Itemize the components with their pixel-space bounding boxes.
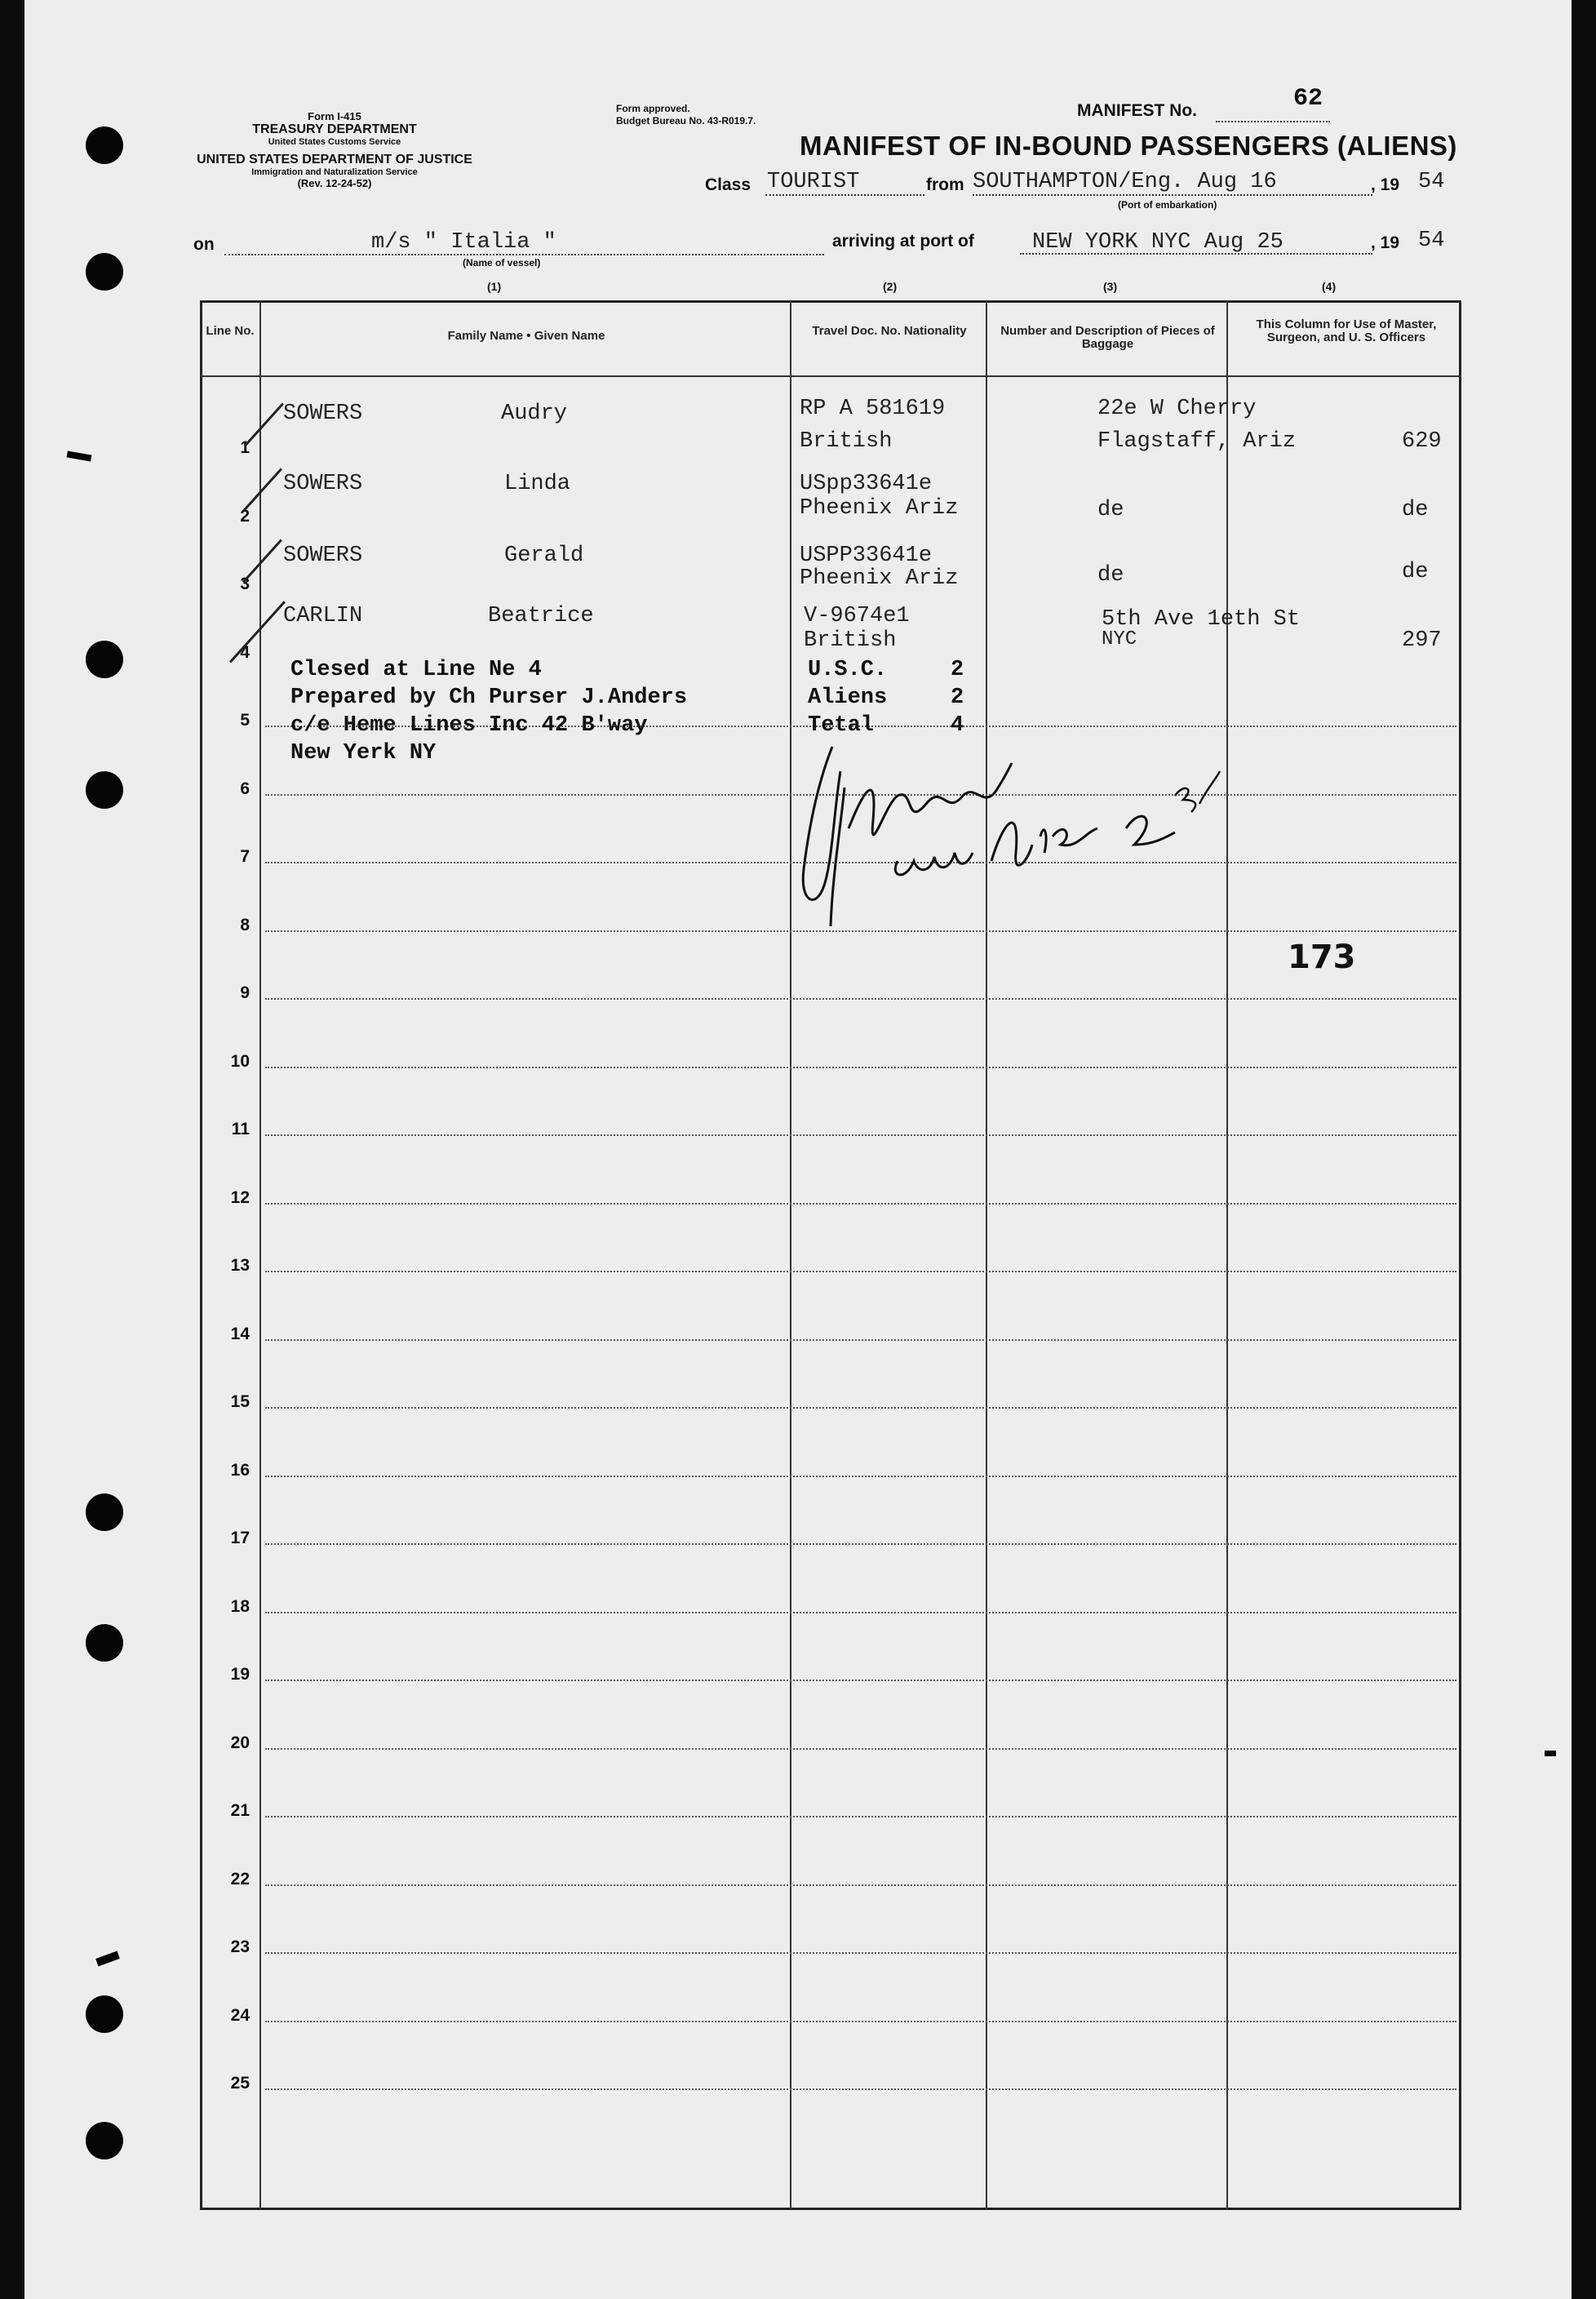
baggage-desc: 5th Ave 1eth St: [1102, 607, 1301, 632]
punch-hole: [86, 253, 123, 291]
arrival-value: NEW YORK NYC Aug 25: [1032, 230, 1283, 255]
row-rule: [265, 1407, 1456, 1409]
row-rule: [265, 1612, 1456, 1613]
manifest-no-label: MANIFEST No.: [1077, 101, 1197, 120]
punch-hole: [86, 1493, 123, 1531]
family-name: SOWERS: [283, 472, 363, 496]
form-approved: Form approved.: [616, 103, 690, 114]
given-name: Beatrice: [488, 604, 594, 628]
line-number: 16: [230, 1461, 250, 1480]
punch-hole: [86, 771, 123, 809]
line-number: 13: [230, 1256, 250, 1275]
revision-note: (Rev. 12-24-52): [297, 177, 372, 189]
line-number: 22: [230, 1870, 250, 1888]
given-name: Linda: [504, 472, 571, 496]
family-name: SOWERS: [283, 402, 363, 426]
embark-caption: (Port of embarkation): [1118, 199, 1217, 211]
baggage-desc: de: [1097, 498, 1124, 522]
arrival-year-prefix: , 19: [1371, 233, 1400, 252]
treasury-dept: TREASURY DEPARTMENT: [252, 122, 417, 136]
line-number: 21: [230, 1801, 250, 1820]
travel-doc-no: USpp33641e: [800, 472, 933, 496]
col-num-4: (4): [1322, 280, 1337, 293]
row-rule: [265, 2021, 1456, 2022]
row-rule: [265, 1543, 1456, 1545]
manifest-no-fill: [1216, 121, 1330, 122]
row-rule: [265, 998, 1456, 1000]
year-prefix: , 19: [1371, 175, 1400, 194]
line-number: 4: [240, 643, 250, 662]
col-divider: [1226, 300, 1228, 2210]
punch-hole: [86, 1995, 123, 2033]
budget-bureau: Budget Bureau No. 43-R019.7.: [616, 115, 756, 126]
family-name: CARLIN: [283, 604, 363, 628]
page-title: MANIFEST OF IN-BOUND PASSENGERS (ALIENS): [800, 131, 1457, 161]
col-head-baggage: Number and Description of Pieces of Baggage: [1000, 324, 1215, 351]
officer-code: de: [1402, 560, 1429, 584]
on-label: on: [193, 235, 215, 254]
arriving-label: arriving at port of: [832, 232, 974, 251]
arrival-year: 54: [1418, 229, 1445, 253]
line-number: 19: [230, 1665, 250, 1684]
nationality: British: [800, 429, 893, 454]
vessel-caption: (Name of vessel): [463, 257, 541, 269]
baggage-desc: de: [1097, 563, 1124, 588]
family-name: SOWERS: [283, 544, 363, 568]
nationality: British: [804, 628, 897, 653]
line-number: 15: [230, 1392, 250, 1411]
row-rule: [265, 1134, 1456, 1136]
line-number: 3: [240, 575, 250, 593]
embark-year: 54: [1418, 170, 1445, 194]
line-number: 11: [231, 1120, 250, 1138]
manifest-no-value: 62: [1293, 85, 1323, 113]
closing-line: Clesed at Line Ne 4: [290, 658, 542, 682]
line-number: 25: [230, 2074, 250, 2093]
row-rule: [265, 1952, 1456, 1954]
row-rule: [265, 1476, 1456, 1477]
punch-hole: [86, 2122, 123, 2159]
col-head-line: Line No.: [206, 324, 255, 338]
closing-line: New Yerk NY: [290, 741, 437, 766]
col-head-name: Family Name • Given Name: [447, 329, 605, 343]
line-number: 8: [240, 916, 250, 934]
col-divider: [986, 300, 987, 2210]
line-number: 7: [240, 847, 250, 866]
given-name: Audry: [501, 402, 568, 426]
from-value: SOUTHAMPTON/Eng. Aug 16: [973, 170, 1277, 194]
header-rule: [200, 375, 1461, 377]
col-head-officers: This Column for Use of Master, Surgeon, and U. S. Officers: [1256, 317, 1437, 344]
class-value: TOURIST: [767, 170, 860, 194]
vessel-value: m/s " Italia ": [371, 230, 556, 255]
baggage-desc: NYC: [1102, 628, 1137, 650]
row-rule: [265, 1748, 1456, 1750]
row-rule: [265, 1271, 1456, 1272]
closing-line: c/e Heme Lines Inc 42 B'way: [290, 713, 648, 738]
travel-doc-no: USPP33641e: [800, 544, 933, 568]
customs-service: United States Customs Service: [268, 137, 401, 147]
col-num-3: (3): [1103, 280, 1118, 293]
line-number: 14: [230, 1325, 250, 1343]
line-number: 18: [230, 1597, 250, 1616]
row-rule: [265, 1067, 1456, 1068]
handwritten-signature: [783, 739, 1248, 951]
nationality: Pheenix Ariz: [800, 496, 959, 521]
col-divider: [790, 300, 791, 2210]
punch-hole: [86, 126, 123, 164]
agency-block: [163, 111, 506, 189]
from-fill: [973, 194, 1372, 196]
row-rule: [265, 1816, 1456, 1817]
ins-service: Immigration and Naturalization Service: [251, 167, 418, 177]
col-num-1: (1): [487, 280, 502, 293]
line-number: 1: [240, 438, 250, 457]
travel-doc-no: RP A 581619: [800, 397, 946, 421]
row-rule: [265, 1339, 1456, 1341]
baggage-desc: Flagstaff, Ariz: [1097, 429, 1297, 454]
closing-line: Prepared by Ch Purser J.Anders: [290, 686, 688, 710]
col-head-doc: Travel Doc. No. Nationality: [812, 324, 967, 338]
total-value: 2: [951, 686, 964, 710]
class-label: Class: [705, 175, 751, 194]
line-number: 2: [240, 507, 250, 526]
row-rule: [265, 2088, 1456, 2090]
col-num-2: (2): [883, 280, 898, 293]
baggage-desc: 22e W Cherry: [1097, 397, 1257, 421]
ink-speck: [1545, 1751, 1556, 1756]
total-label: U.S.C.: [808, 658, 888, 682]
officer-code: 297: [1402, 628, 1442, 653]
row-rule: [265, 1203, 1456, 1205]
col-divider: [259, 300, 261, 2210]
total-label: Aliens: [808, 686, 888, 710]
row-rule: [265, 1884, 1456, 1886]
stamp-number: 173: [1288, 939, 1356, 976]
officer-code: 629: [1402, 429, 1442, 454]
line-number: 5: [240, 711, 250, 730]
total-value: 2: [951, 658, 964, 682]
line-number: 17: [230, 1529, 250, 1547]
line-number: 9: [240, 983, 250, 1002]
line-number: 23: [230, 1937, 250, 1956]
form-id: Form I-415: [308, 110, 361, 122]
line-number: 10: [230, 1052, 250, 1071]
approval-block: [616, 103, 756, 127]
given-name: Gerald: [504, 544, 584, 568]
justice-dept: UNITED STATES DEPARTMENT OF JUSTICE: [197, 153, 472, 166]
class-fill: [765, 194, 924, 196]
total-label: Tetal: [808, 713, 875, 738]
total-value: 4: [951, 713, 964, 738]
officer-code: de: [1402, 498, 1429, 522]
from-label: from: [926, 175, 964, 194]
travel-doc-no: V-9674e1: [804, 604, 910, 628]
line-number: 12: [230, 1188, 250, 1207]
line-number: 20: [230, 1733, 250, 1752]
row-rule: [265, 1680, 1456, 1681]
punch-hole: [86, 1624, 123, 1662]
punch-hole: [86, 641, 123, 678]
line-number: 6: [240, 779, 250, 798]
line-number: 24: [230, 2006, 250, 2025]
nationality: Pheenix Ariz: [800, 566, 959, 591]
